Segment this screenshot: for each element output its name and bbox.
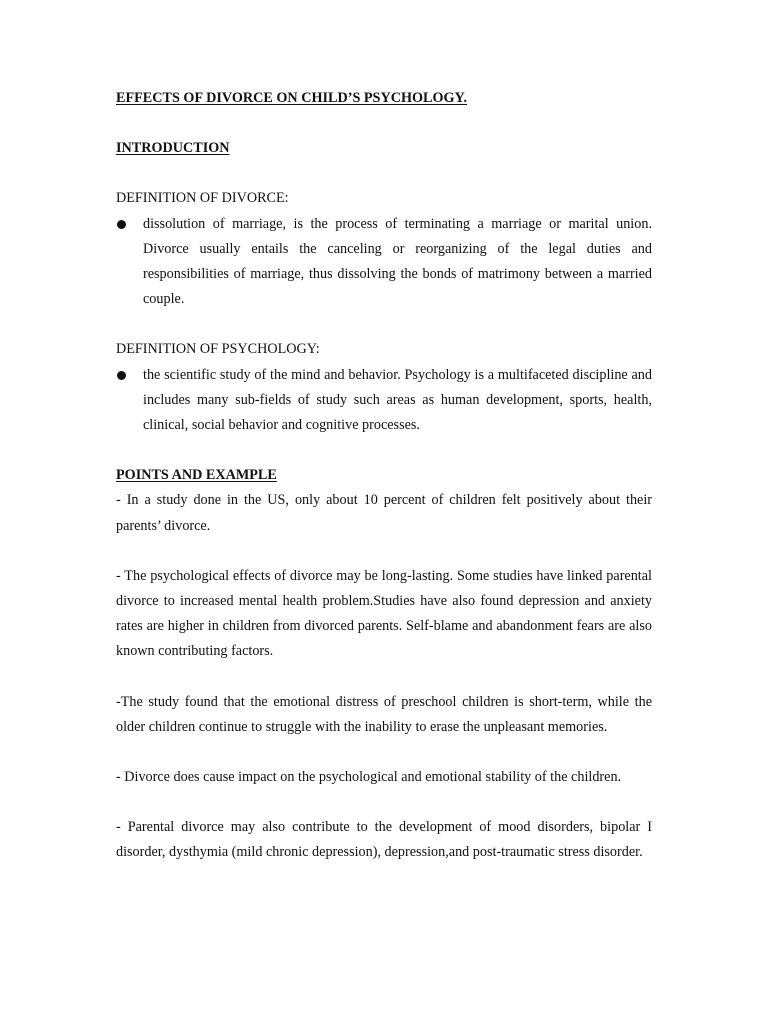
point-paragraph: -The study found that the emotional distress of preschool children is short-term, while the older children continue to struggle with the inability to erase the unpleasant memories.	[116, 693, 652, 735]
document-title: EFFECTS OF DIVORCE ON CHILD’S PSYCHOLOGY.	[116, 90, 468, 106]
point-paragraph: - Divorce does cause impact on the psychological and emotional stability of the children.	[116, 769, 622, 786]
introduction-heading: INTRODUCTION	[116, 140, 230, 157]
definition-psychology-bullet	[116, 363, 652, 439]
bullet-dot-icon	[117, 371, 126, 380]
definition-divorce-text: dissolution of marriage, is the process of terminating a marriage or marital union. Divorce usually entails the canceling or reorganizing of the legal duties and responsibilities of marriage, thus dissolving the bonds of matrimony between a married couple.	[143, 215, 652, 308]
definition-divorce-list	[116, 212, 652, 313]
definition-psychology-label: DEFINITION OF PSYCHOLOGY:	[116, 341, 320, 358]
definition-psychology-text: the scientific study of the mind and behavior. Psychology is a multifaceted discipline and includes many sub-fields of study such areas as human development, sports, health, clinical, social behavior and cognitive processes.	[143, 366, 652, 434]
bullet-dot-icon	[117, 220, 126, 229]
document-page	[116, 86, 652, 866]
points-heading: POINTS AND EXAMPLE	[116, 467, 277, 484]
definition-divorce-bullet	[116, 212, 652, 313]
point-paragraph: - Parental divorce may also contribute to the development of mood disorders, bipolar I disorder, dysthymia (mild chronic depression), depression,and post-traumatic stress disorder.	[116, 819, 652, 861]
point-paragraph: - In a study done in the US, only about 10 percent of children felt positively about their parents’ divorce.	[116, 492, 652, 534]
definition-psychology-list	[116, 363, 652, 439]
definition-divorce-label: DEFINITION OF DIVORCE:	[116, 190, 289, 207]
point-paragraph: - The psychological effects of divorce may be long-lasting. Some studies have linked parental divorce to increased mental health problem.Studies have also found depression and anxiety rates are higher in children from divorced parents. Self-blame and abandonment fears are also known contributing factors.	[116, 567, 652, 660]
